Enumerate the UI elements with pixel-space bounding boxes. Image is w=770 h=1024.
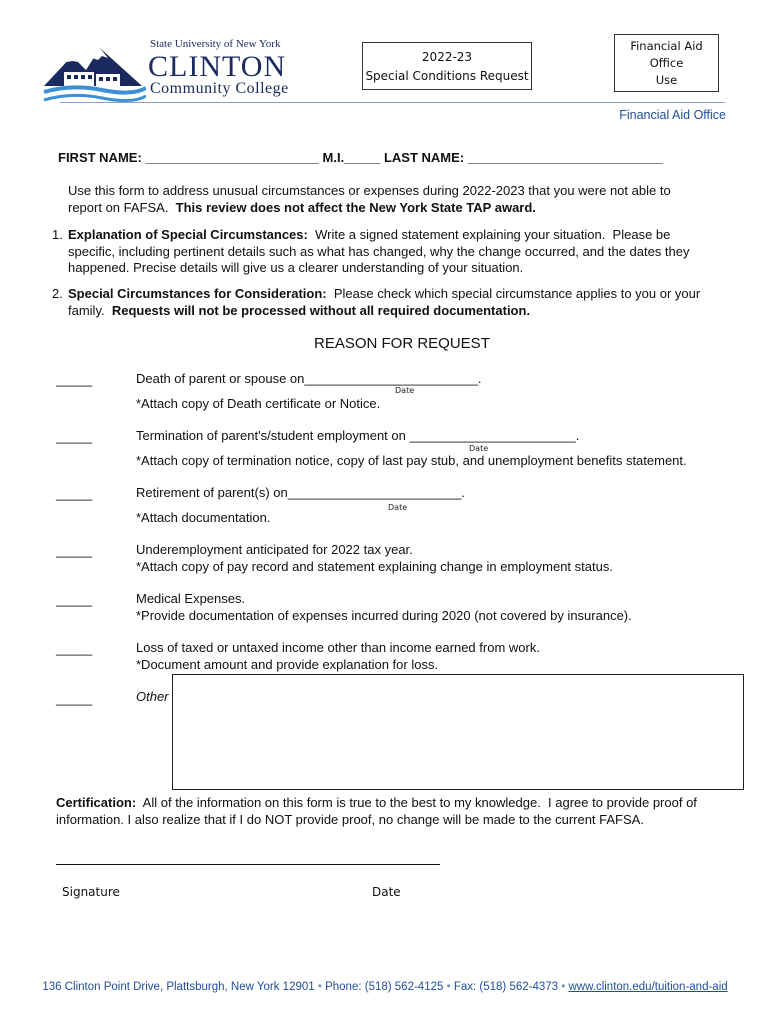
logo-clinton-text: CLINTON	[148, 50, 287, 83]
other-label: Other	[136, 689, 169, 704]
form-year: 2022-23	[421, 50, 473, 64]
footer-fax: Fax: (518) 562-4373	[453, 981, 559, 993]
certification-line-2: information. I also realize that if I do NOT provide proof, no change will be made to the current FAFSA.	[56, 811, 644, 827]
section-2-text	[68, 286, 700, 319]
reason-retirement-checkbox[interactable]: _____	[56, 486, 93, 501]
footer-separator: •	[317, 981, 322, 993]
reason-medical-note: *Provide documentation of expenses incurred during 2020 (not covered by insurance).	[136, 607, 632, 623]
section-1-line-1: Write a signed statement explaining your situation. Please be	[307, 227, 671, 242]
documentation-warning: Requests will not be processed without all required documentation.	[111, 302, 531, 318]
reason-retirement-text: Retirement of parent(s) on________________________.	[136, 485, 465, 500]
reason-termination	[136, 428, 687, 469]
other-reason-textbox[interactable]	[172, 674, 744, 790]
footer-phone: Phone: (518) 562-4125	[325, 981, 444, 993]
section-2-line-2a: family.	[68, 302, 112, 318]
signature-label: Signature	[62, 885, 120, 899]
college-logo-icon	[42, 42, 146, 106]
certification-line-1: All of the information on this form is true to the best to my knowledge. I agree to provide proof of	[136, 795, 697, 810]
footer-separator: •	[446, 981, 451, 993]
office-use-box	[614, 34, 719, 92]
reason-death-note: *Attach copy of Death certificate or Notice.	[136, 395, 381, 411]
reason-medical-text: Medical Expenses.	[136, 591, 246, 606]
section-2-line-1: Please check which special circumstance applies to you or your	[326, 286, 701, 301]
intro-text	[68, 183, 671, 216]
section-1-label: Explanation of Special Circumstances:	[68, 227, 308, 242]
reason-income-loss-checkbox[interactable]: _____	[56, 641, 93, 656]
section-2-number: 2.	[52, 286, 63, 301]
retirement-date-label: Date	[388, 503, 408, 512]
office-use-line-2: Office	[649, 56, 684, 70]
logo-community-college-text: Community College	[150, 80, 289, 97]
reason-for-request-heading: REASON FOR REQUEST	[314, 335, 490, 352]
section-1-number: 1.	[52, 227, 63, 242]
reason-income-loss-note: *Document amount and provide explanation for loss.	[136, 656, 439, 672]
tap-notice: This review does not affect the New York State TAP award.	[175, 199, 536, 215]
termination-date-label: Date	[469, 444, 489, 453]
office-use-line-3: Use	[655, 73, 678, 87]
reason-retirement	[136, 485, 465, 526]
section-1-line-2: specific, including pertinent details such as what has changed, why the change occurred, and the dates they	[68, 243, 690, 259]
footer	[0, 981, 770, 993]
reason-death	[136, 371, 482, 412]
reason-underemployment-text: Underemployment anticipated for 2022 tax year.	[136, 542, 413, 557]
header-divider	[60, 102, 725, 103]
reason-medical-checkbox[interactable]: _____	[56, 592, 93, 607]
office-use-line-1: Financial Aid	[630, 39, 703, 53]
logo-suny-text: State University of New York	[150, 38, 281, 50]
section-1-text	[68, 227, 690, 277]
footer-separator: •	[561, 981, 566, 993]
reason-termination-text: Termination of parent's/student employment on _______________________.	[136, 428, 580, 443]
footer-website-link[interactable]: www.clinton.edu/tuition-and-aid	[568, 981, 728, 993]
reason-retirement-note: *Attach documentation.	[136, 509, 271, 525]
certification-text	[56, 795, 697, 828]
name-fields-line: FIRST NAME: ________________________ M.I._____ LAST NAME: ___________________________	[58, 150, 663, 165]
reason-underemployment-note: *Attach copy of pay record and statement explaining change in employment status.	[136, 558, 613, 574]
section-1-line-3: happened. Precise details will give us a clearer understanding of your situation.	[68, 260, 524, 275]
reason-death-checkbox[interactable]: _____	[56, 372, 93, 387]
reason-other-checkbox[interactable]: _____	[56, 691, 93, 706]
intro-line-1: Use this form to address unusual circumstances or expenses during 2022-2023 that you were not able to	[68, 183, 671, 198]
intro-line-2: report on FAFSA. This review does not affect the New York State TAP award.	[68, 199, 536, 215]
reason-underemployment	[136, 542, 613, 575]
form-title-box	[362, 42, 532, 90]
reason-termination-note: *Attach copy of termination notice, copy of last pay stub, and unemployment benefits statement.	[136, 452, 687, 468]
reason-termination-checkbox[interactable]: _____	[56, 429, 93, 444]
reason-underemployment-checkbox[interactable]: _____	[56, 543, 93, 558]
form-title: Special Conditions Request	[365, 69, 529, 83]
signature-line[interactable]	[56, 864, 440, 865]
certification-label: Certification:	[56, 795, 137, 810]
death-date-label: Date	[395, 386, 415, 395]
reason-death-text: Death of parent or spouse on________________________.	[136, 371, 482, 386]
reason-medical	[136, 591, 632, 624]
section-2-label: Special Circumstances for Consideration:	[68, 286, 327, 301]
signature-date-label: Date	[372, 885, 401, 899]
reason-income-loss-text: Loss of taxed or untaxed income other than income earned from work.	[136, 640, 540, 655]
reason-income-loss	[136, 640, 540, 673]
footer-address: 136 Clinton Point Drive, Plattsburgh, New York 12901	[42, 981, 315, 993]
financial-aid-office-label: Financial Aid Office	[619, 108, 726, 122]
